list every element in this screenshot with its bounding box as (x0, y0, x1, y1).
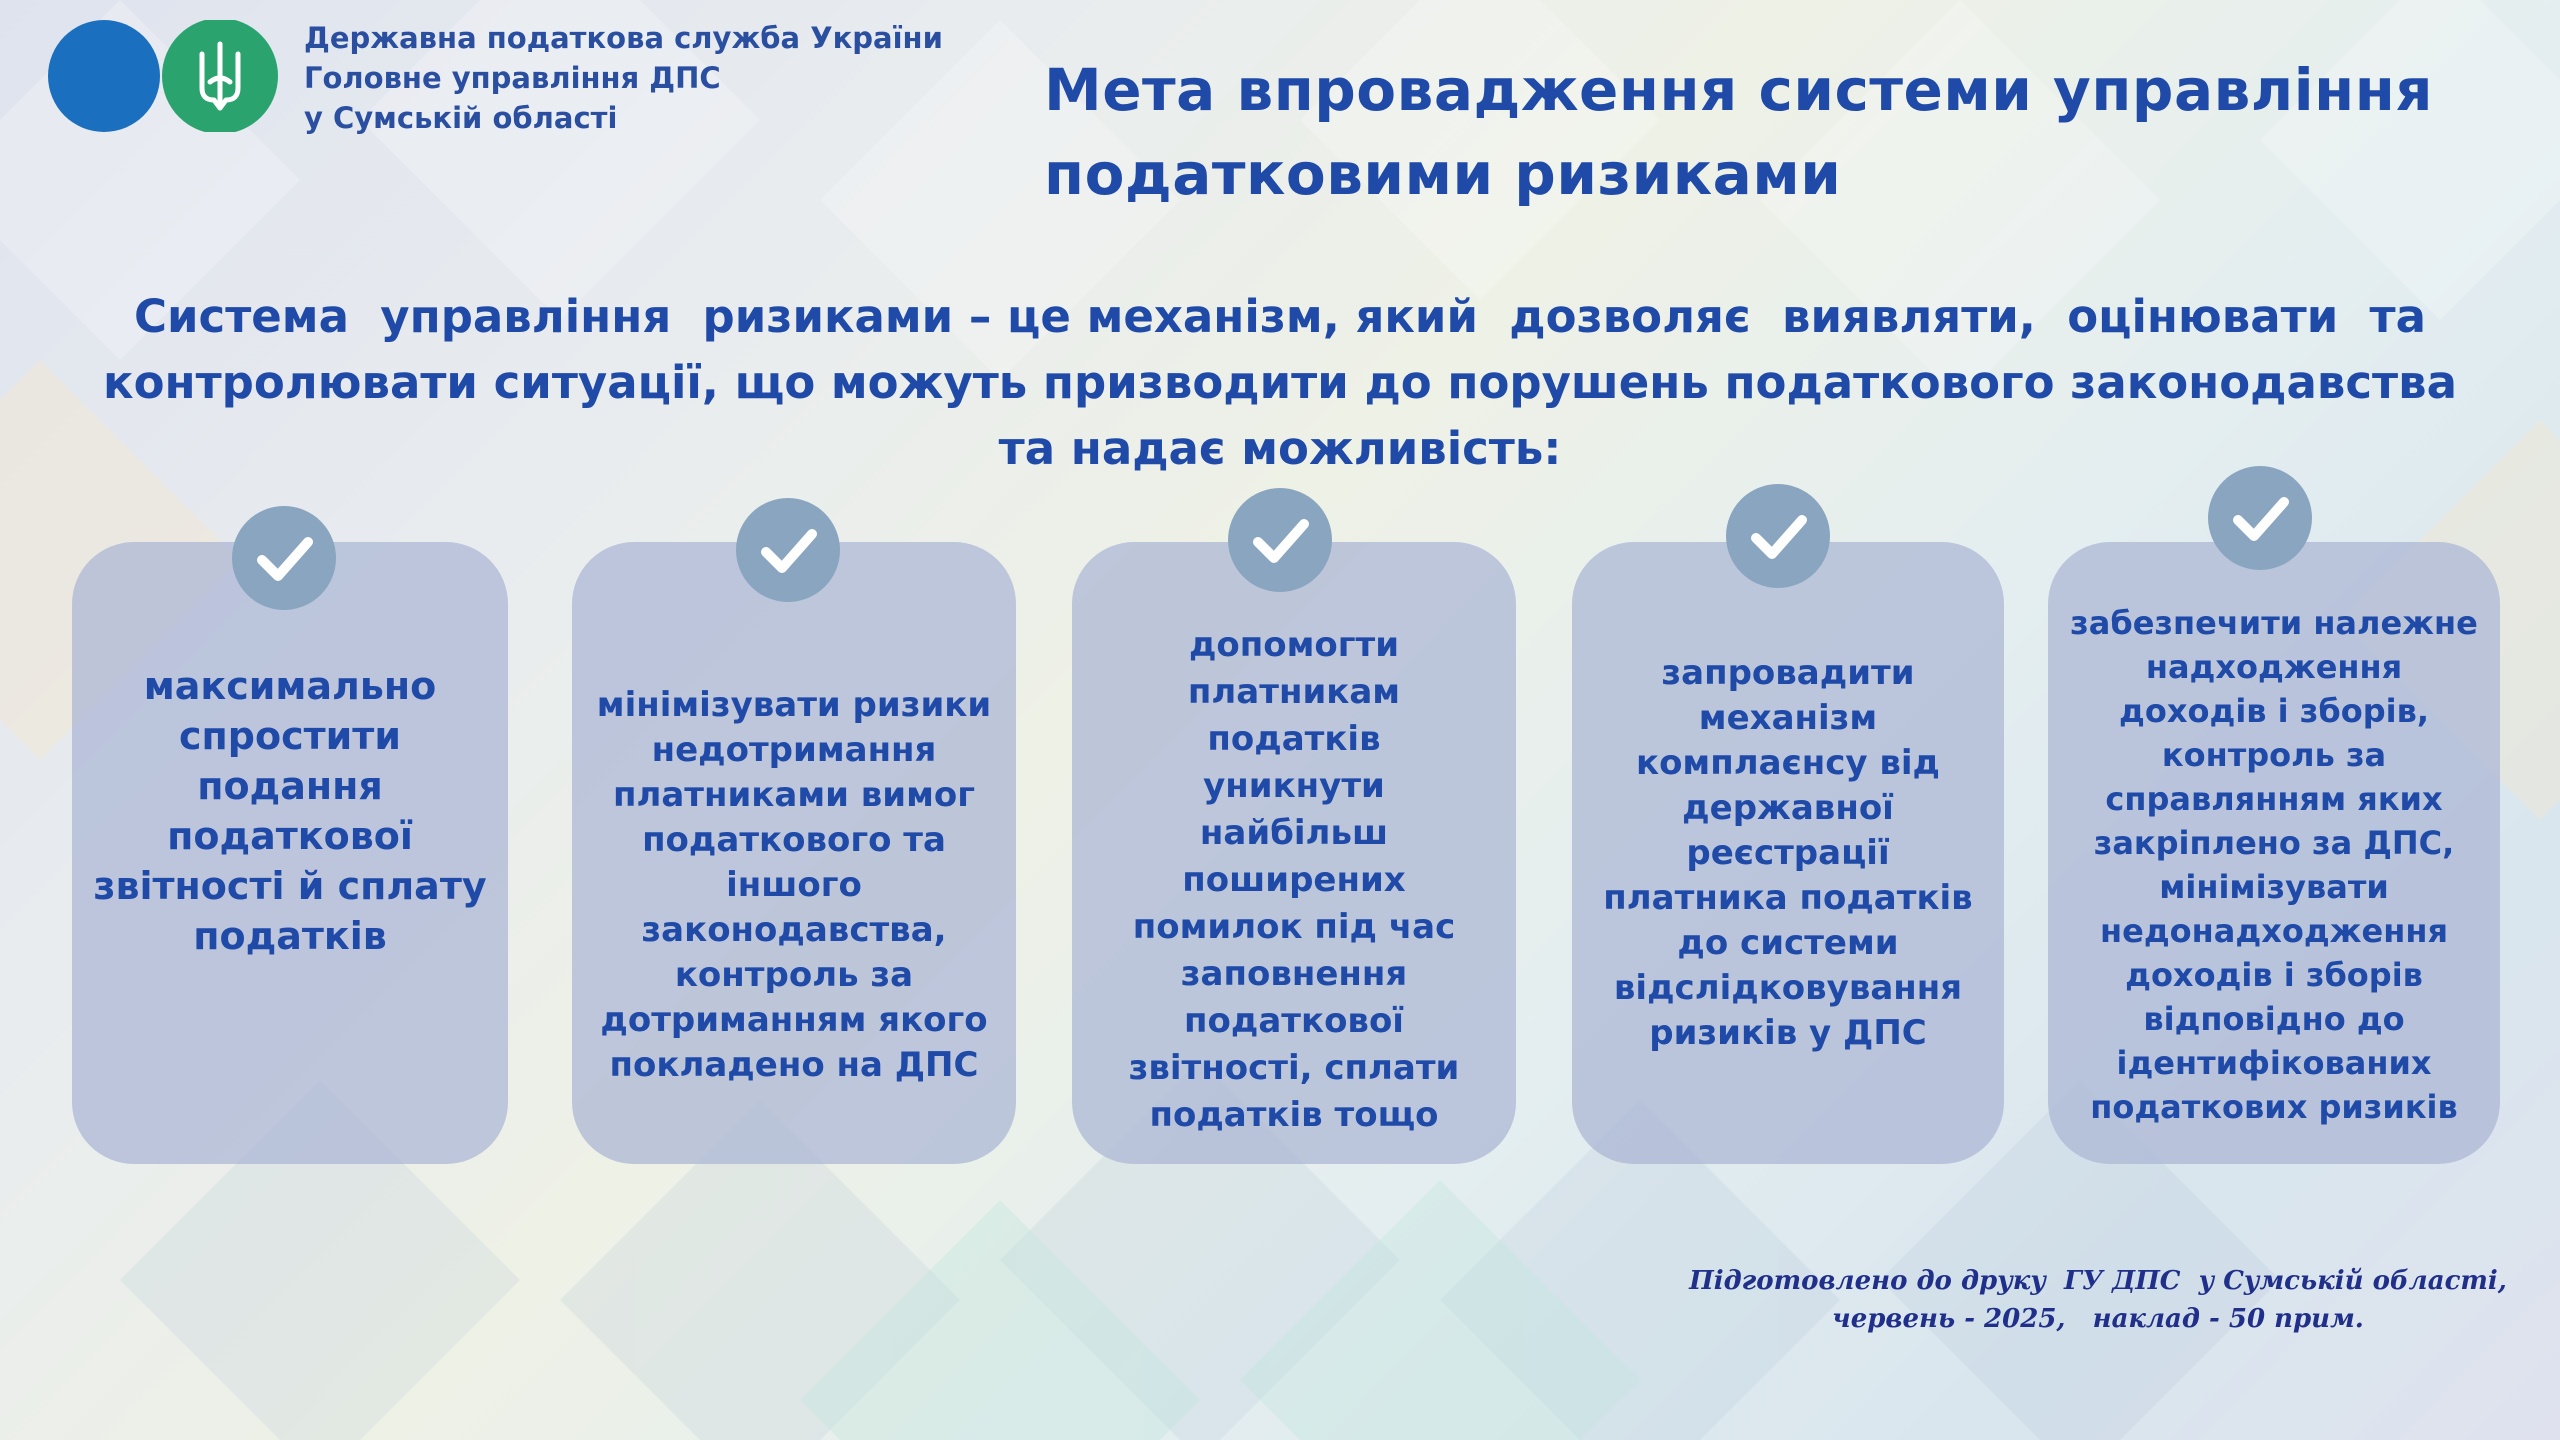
dps-logo (44, 20, 284, 132)
org-line-3: у Сумській області (304, 101, 618, 135)
goal-card-5 (2048, 542, 2500, 1164)
check-icon (1726, 484, 1830, 588)
definition-line-3: та надає можливість: (998, 422, 1562, 475)
goal-card-text: допомогти платникам податків уникнути найбільш поширених помилок під час заповнення податкової звітності, сплати податків тощо (1128, 624, 1460, 1135)
org-line-1: Державна податкова служба України (304, 21, 943, 55)
title-line-1: Мета впровадження системи управління (1044, 56, 2434, 124)
org-line-2: Головне управління ДПС (304, 61, 721, 95)
page-title (1044, 48, 2534, 216)
organization-name (304, 18, 943, 138)
print-info-line-2: червень - 2025, наклад - 50 прим. (1832, 1304, 2364, 1334)
check-icon (736, 498, 840, 602)
goal-card-1 (72, 542, 508, 1164)
goal-card-text: мінімізувати ризики недотримання платниками вимог податкового та іншого законодавства, контроль за дотриманням якого покладено на ДПС (596, 684, 992, 1085)
check-icon (2208, 466, 2312, 570)
definition-text (60, 284, 2500, 482)
definition-line-2: контролювати ситуації, що можуть призводити до порушень податкового законодавства (103, 356, 2457, 409)
goal-card-2 (572, 542, 1016, 1164)
check-icon (232, 506, 336, 610)
goal-card-text: забезпечити належне надходження доходів і зборів, контроль за справлянням яких закріплено за ДПС, мінімізувати недонадходження доходів і зборів відповідно до ідентифікованих податкових ризиків (2070, 604, 2478, 1126)
check-icon (1228, 488, 1332, 592)
title-line-2: податковими ризиками (1044, 140, 1842, 208)
goal-card-3 (1072, 542, 1516, 1164)
goal-card-text: максимально спростити подання податкової звітності й сплату податків (93, 664, 487, 958)
goal-card-4 (1572, 542, 2004, 1164)
print-info (1668, 1262, 2528, 1338)
goal-card-text: запровадити механізм комплаєнсу від державної реєстрації платника податків до системи відслідковування ризиків у ДПС (1603, 652, 1973, 1053)
print-info-line-1: Підготовлено до друку ГУ ДПС у Сумській області, (1689, 1266, 2507, 1296)
definition-line-1: Система управління ризиками – це механізм, який дозволяє виявляти, оцінювати та (133, 290, 2427, 343)
